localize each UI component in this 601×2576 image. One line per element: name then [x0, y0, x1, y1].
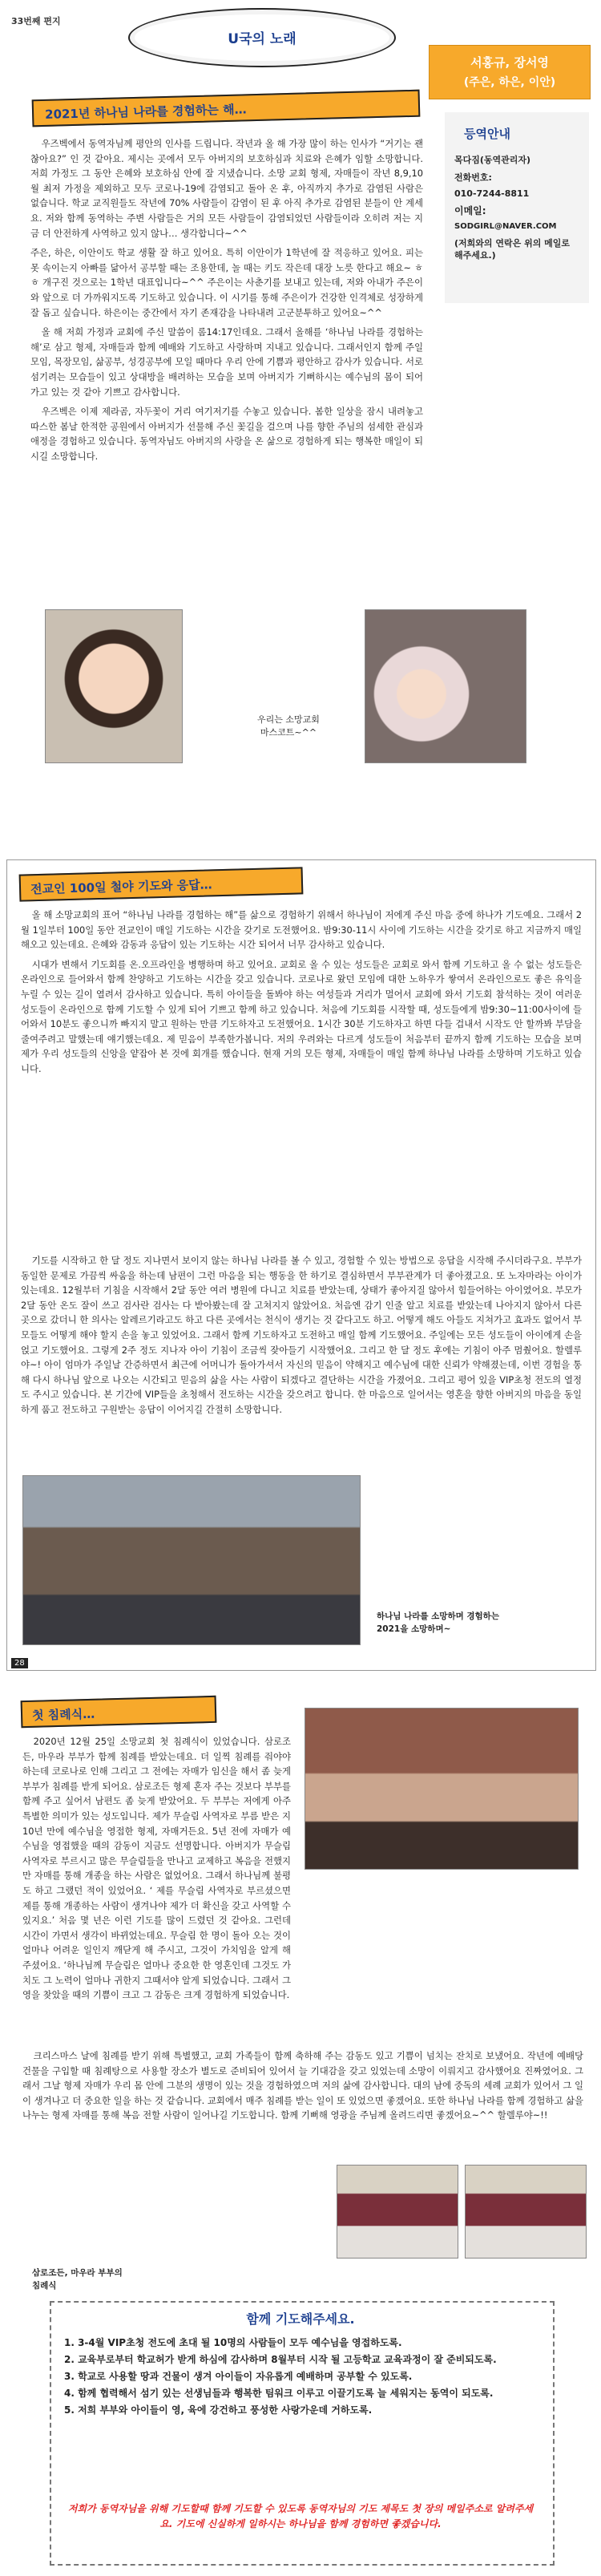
- article3-photo-caption: 삼로조든, 마우라 부부의 침례식: [32, 2268, 123, 2291]
- contact-sidebar: [445, 112, 589, 303]
- article1-title-bar: [32, 90, 421, 127]
- prayer-item: 5. 저희 부부와 아이들이 영, 육에 강건하고 풍성한 사랑가운데 거하도록.: [64, 2404, 373, 2416]
- article1-body: [30, 136, 423, 463]
- photo-boy: [45, 609, 183, 763]
- article3-body-lower: [22, 2048, 583, 2123]
- section-title: U국의 노래: [228, 31, 296, 47]
- article3-body: [22, 1734, 291, 2003]
- photo-prayer-meeting: [22, 1475, 361, 1645]
- photo-kids: [365, 609, 526, 763]
- photo-baptism-1: [337, 2165, 458, 2259]
- prayer-item: 3. 학교로 사용할 땅과 건물이 생겨 아이들이 자유롭게 예배하며 공부할 수 있도록.: [64, 2371, 413, 2382]
- article2-photo-caption: 하나님 나라를 소망하며 경험하는 2021을 소망하며~: [377, 1612, 499, 1634]
- sidebar-line: 목다짐(동역관리자): [454, 155, 531, 165]
- issue-label: 33번째 편지: [11, 16, 61, 26]
- article1-photo-caption: 우리는 소망교회 마스코트~^^: [257, 714, 320, 738]
- family-box: [429, 45, 591, 99]
- article2-body-lower: [21, 1253, 582, 1417]
- family-names: 서홍규, 장서영: [470, 55, 549, 70]
- section-title-banner: [128, 8, 396, 67]
- prayer-list: [64, 2335, 537, 2419]
- prayer-title: 함께 기도해주세요.: [246, 2311, 355, 2327]
- article2-paragraph: 올 해 소망교회의 표어 “하나님 나라를 경험하는 해”를 삶으로 경험하기 위해서 하나님이 저에게 주신 마음 중에 하나가 기도예요. 그래서 2월 1일부터 100일 동안 전교인이 매일 기도하는 시간을 갖기로 도전했어요. 밤9:30-11시 사이에 기도하는 시간을 갖기로 하고 지금까지 매일 해오고 있는데요. 은혜와 감동과 응답이 있는 기도하는 시간 되어서 너무 감사하고 있습니다.: [21, 909, 582, 951]
- article1-paragraph: 올 해 저희 가정과 교회에 주신 말씀이 롬14:17인데요. 그래서 올해를 ‘하나님 나라를 경험하는 해’로 삼고 형제, 자매들과 함께 예배와 기도하고 사랑하며 지내고 있습니다. 그래서인지 함께 주일모임, 목장모임, 삶공부, 성경공부에 모일 때마다 우리 안에 기쁨과 평안하고 감사가 있습니다. 서로 섬기려는 모습들이 있고 상대방을 배려하는 모습을 보며 아버지가 기뻐하시는 예수님의 몸이 되어가고 있는 것 같아 기쁘고 감사합니다.: [30, 326, 423, 398]
- photo-baptism-2: [465, 2165, 587, 2259]
- family-children: (주은, 하은, 이안): [463, 76, 556, 89]
- article1-paragraph: 주은, 하은, 이안이도 학교 생활 잘 하고 있어요. 특히 이안이가 1학년에 잘 적응하고 있어요. 피는 못 속이는지 아빠를 닮아서 공부할 때는 조용한데, 놀 때는 키도 작은데 대장 노릇 한다고 해요~ ㅎㅎ 개구진 것으로는 1학년 대표입니다~^^ 주은이는 사춘기를 보내고 있는데, 저와 아내가 주은이와 앞으로 더 가까워지도록 기도하고 있습니다. 이 시기를 통해 주은이가 건강한 인격체로 성장하게 잘 돕고 싶습니다. 하은이는 중간에서 자기 존재감을 나타내려 고군분투하고 있어요~^^: [30, 247, 423, 318]
- sidebar-line: 전화번호:: [454, 172, 492, 183]
- prayer-item: 4. 함께 협력해서 섬기 있는 선생님들과 행복한 팀워크 이루고 이끌기도록 늘 세워지는 동역이 되도록.: [64, 2388, 494, 2399]
- prayer-item: 2. 교육부로부터 학교허가 받게 하심에 감사하며 8월부터 시작 될 고등학교 교육과정이 잘 준비되도록.: [64, 2354, 497, 2365]
- sidebar-line: (저희와의 연락은 위의 메일로 해주세요.): [454, 238, 571, 261]
- article3-title-bar: [21, 1696, 217, 1728]
- sidebar-line: 이메일:: [454, 205, 486, 216]
- article2-title: 전교인 100일 철야 기도와 응답…: [30, 877, 212, 897]
- article1-title: 2021년 하나님 나라를 경험하는 해…: [44, 102, 247, 122]
- sidebar-line: 010-7244-8811: [454, 188, 530, 199]
- article2-paragraph: 시대가 변해서 기도회를 온.오프라인을 병행하며 하고 있어요. 교회로 올 수 있는 성도들은 교회로 와서 함께 기도하고 올 수 없는 성도들은 온라인으로 들어와서 함께 찬양하고 기도하는 시간을 갖고 있습니다. 코로나로 왔던 모임에 대한 노하우가 쌓여서 온라인으로도 좋은 유익을 누릴 수 있는 길이 열려서 감사하고 있습니다. 특히 아이들을 돌봐야 하는 여성들과 거리가 멀어서 교회에 와서 기도회 참석하는 것이 여러운 성도들이 온라인으로 함께 기도할 수 있게 되어 기쁘고 함께 하고 있습니다. 처음에 기도회를 시작할 때, 성도들에게 밤9:30~11:00사이에 들어와서 10분도 좋으니까 빠지지 말고 원하는 만큼 기도하자고 도전했어요. 1시간 30분 기도하자고 하면 다들 겁내서 시작도 안 할까봐 부담을 줄여주려고 말했는데 얘기했는데요. 제 믿음이 부족한가봅니다. 저의 우려와는 다르게 성도들이 처음부터 끝까지 함께 기도하는 모습을 보며 제가 우리 성도들의 신앙을 얕잡아 본 것에 회개를 했습니다. 현재 거의 모든 형제, 자매들이 매일 함께 하나님 나라를 소망하며 기도하고 있습니다.: [21, 958, 582, 1074]
- article3-paragraph: 2020년 12월 25일 소망교회 첫 침례식이 있었습니다. 삼로조든, 마우라 부부가 함께 침례를 받았는데요. 더 일찍 침례를 줘야야 하는데 코로나로 인해 그리고 그 전에는 자매가 임신을 해서 좀 늦게 부부가 침례를 받게 되어요. 삼로조든 형제 혼자 주는 것보다 부부를 함께 주고 싶어서 남편도 좀 늦게 받았어요. 두 부부는 저에게 아주 특별한 의미가 있는 성도입니다. 제가 무슬림 사역자로 부름 받은 지 10년 만에 예수님을 영접한 형제, 자매거든요. 5년 전에 자매가 예수님을 영접했을 때의 감동이 지금도 선명합니다. 아버지가 무슬림 사역자로 부르시고 많은 무슬림들을 만나고 교제하고 복음을 전했지만 자매를 통해 개종을 하는 사람은 없었어요. 그래서 하나님께 불평도 하고 그랬던 적이 있었어요. ‘ 제를 무슬림 사역자로 부르셨으면 제를 통해 개종하는 사람이 생겨나야 제가 더 확신을 갖고 사역할 수 있지요.’ 처음 몇 년은 이런 기도를 많이 드렸던 것 같아요. 그런데 시간이 가면서 생각이 바뀌었는데요. 무슬림 한 명이 돌아 오는 것이 얼마나 어려운 일인지 깨닫게 해 주시고, 그것이 가치임을 알게 해 주셨어요. ‘하나님께 무슬림은 얼마나 중요한 한 영혼인데 그것도 가치도 그 노력이 얼마나 귀한지 그때서야 알게 되었습니다. 그래서 그 영을 찾았을 때의 기쁨이 크고 그 감동은 크게 경험하게 되었습니다.: [22, 1736, 291, 2001]
- photo-baptism-ceremony: [305, 1708, 579, 1870]
- article1-paragraph: 우즈벡에서 동역자님께 평안의 인사를 드립니다. 작년과 올 해 가장 많이 하는 인사가 “거기는 괜찮아요?” 인 것 같아요. 제시는 곳에서 모두 아버지의 보호하심과 치료와 은혜가 임할 소망합니다. 저희 가정도 그 동안 은혜와 보호하심 안에 잘 지냈습니다. 소망 교회 형제, 자매들이 작년 8,9,10월 최저 가정을 제외하고 모두 코로나-19에 감염되고 돌아 온 후, 아직까지 추가로 감염된 사람은 없습니다. 학교 교직원들도 작년에 70% 사람들이 감염이 된 후 아직 추가로 감염된 분들이 안 계세요. 저와 함께 동역하는 주변 사람들은 거의 모든 사람들이 감염되었던 사람들이라 오히려 저는 지금 더 안전하게 사역하고 있지 않나… 생각합니다~^^: [30, 138, 423, 239]
- prayer-item: 1. 3-4월 VIP초청 전도에 초대 될 10명의 사람들이 모두 예수님을 영접하도록.: [64, 2337, 402, 2348]
- article3-title: 첫 침례식…: [31, 1706, 95, 1723]
- article2-paragraph: 기도를 시작하고 한 달 정도 지나면서 보이지 않는 하나님 나라를 볼 수 있고, 경험할 수 있는 방법으로 응답을 시작해 주시더라구요. 부부가 동일한 문제로 가끔씩 싸움을 하는데 남편이 그런 마음을 되는 행동을 한 하기로 결심하면서 부부관계가 더 좋아졌고요. 또 노자마라는 아이가 있는데요. 12월부터 기침을 시작해서 2달 동안 여러 병원에 다니고 치료를 받았는데, 상태가 좋아지질 않아서 힘들어하는 아이였어요. 부모가 2달 동안 온도 잘이 쓰고 검사란 검사는 다 받아봤는데 잘 고쳐지지 않았어요. 처음엔 감기 인줄 알고 치료를 받았는데 나아지지 않아서 다른 곳으로 갔더니 한 의사는 알레르기라고도 하고 다른 곳에서는 천식이 생기는 것 같다고도 하고. 어떻게 해도 아들도 지쳐가고 효과도 없어서 부모들도 어떻게 해야 할지 손을 놓고 있었어요. 그래서 함께 기도하자고 도전하고 매일 함께 기도했어요. 주일에는 모든 성도들이 아이에게 손을 얹고 기도했어요. 그렇게 2주 정도 지나자 아이 기침이 조금씩 잦아들기 시작했어요. 그리고 한 달 정도 후에는 기침이 아주 멈췄어요. 할렐루야~! 아이 엄마가 주일날 간증하면서 최근에 어머니가 돌아가셔서 자신의 믿음이 약해지고 예수님에 대한 신뢰가 약해졌는데, 이번 경험을 통해 다시 하나님 앞으로 나오는 시간되고 믿음의 삶을 사는 사람이 되겠다고 결단하는 시간을 가졌어요. 그리고 평어 있을 VIP초청 전도의 열정도 주시고 있습니다. 본 기간에 VIP들을 초청해서 전도하는 시간을 갖으려고 합니다. 한 마음으로 일어서는 영혼을 향한 아버지의 마음을 동일하게 품고 전도하고 구원받는 응답이 이어지길 간절히 소망합니다.: [21, 1255, 582, 1415]
- article2-body: [21, 908, 582, 1077]
- prayer-note: 저희가 동역자님을 위해 기도할때 함께 기도할 수 있도록 동역자님의 기도 제목도 첫 장의 메일주소로 알려주세요. 기도에 신실하게 일하시는 하나님을 함께 경험하면 좋겠습니다.: [67, 2503, 534, 2529]
- sidebar-email[interactable]: SODGIRL@NAVER.COM: [454, 222, 557, 231]
- article3-paragraph: 크리스마스 날에 침례를 받기 위해 특별했고, 교회 가족들이 함께 축하해 주는 감동도 있고 기쁨이 넘치는 잔치로 보냈어요. 작년에 예배당 건물을 구입할 때 침례탕으로 사용할 장소가 별도로 준비되어 있어서 늘 기대감을 갖고 있었는데 소망이 이뤄지고 감사했어요 진짜였어요. 그래서 그날 형제 자매가 우리 몸 안에 그분의 생명이 있는 것을 경험하였으며 저의 삶에 감사합니다. 대의 남에 중독의 세례 교회가 있어서 그 일이 생겨나고 더 중요한 일을 하는 것 같습니다. 교회에서 매주 침례를 받는 일이 또 있었으면 좋겠어요. 또한 하나님 나라를 함께 경험하고 삶을 나누는 형제 자매를 통해 복음 전할 사람이 일어나길 기도합니다. 함께 기뻐해 영광을 주님께 올려드리면 좋겠어요~^^ 할렐루야~!!: [22, 2050, 583, 2121]
- sidebar-title: 등역안내: [464, 127, 510, 141]
- article1-paragraph: 우즈벡은 이제 제라곰, 자두꽃이 거리 여기저기를 수놓고 있습니다. 봄한 일상을 잠시 내려놓고 따스한 봄날 한적한 공원에서 아버지가 선물해 주신 꽃길을 걸으며 나를 향한 주님의 섬세한 관심과 애정을 경험하고 있습니다. 동역자님도 아버지의 사랑을 온 삶으로 경험하게 되는 행복한 매일이 되시길 소망합니다.: [30, 406, 423, 462]
- page-number: 28: [11, 1658, 28, 1668]
